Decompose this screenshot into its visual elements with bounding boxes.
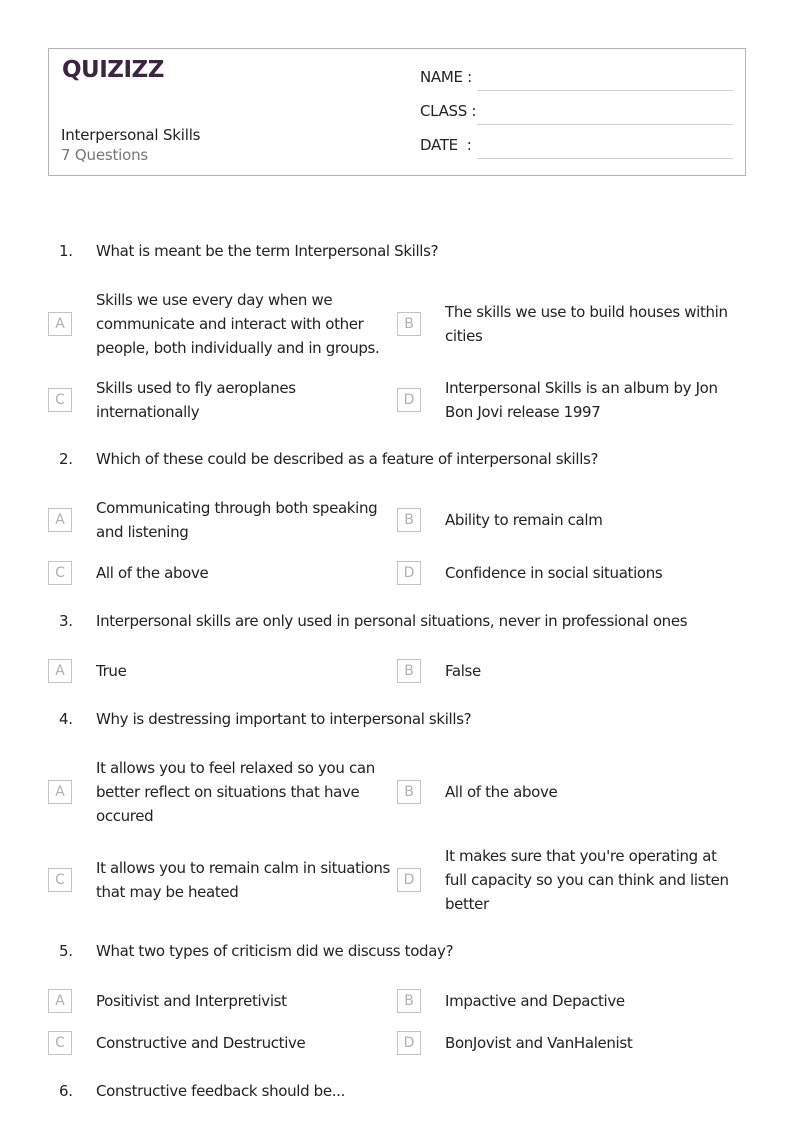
option-a-box[interactable]: A	[48, 780, 72, 804]
option-b-box[interactable]: B	[397, 780, 421, 804]
name-field[interactable]	[420, 68, 735, 92]
question-number: 3.	[59, 612, 73, 630]
question-number: 4.	[59, 710, 73, 728]
option-c-text: Constructive and Destructive	[96, 1034, 306, 1052]
class-field[interactable]	[420, 102, 735, 126]
option-c-text: It allows you to remain calm in situations that may be heated	[96, 859, 390, 901]
option-c-box[interactable]: C	[48, 388, 72, 412]
question-number: 5.	[59, 942, 73, 960]
option-b-box[interactable]: B	[397, 659, 421, 683]
option-c-box[interactable]: C	[48, 561, 72, 585]
name-line[interactable]	[477, 90, 733, 91]
question-text: Constructive feedback should be...	[96, 1082, 345, 1100]
date-line[interactable]	[477, 158, 733, 159]
option-d-text: Confidence in social situations	[445, 564, 663, 582]
option-c-text: Skills used to fly aeroplanes internationally	[96, 379, 296, 421]
question-text: Which of these could be described as a feature of interpersonal skills?	[96, 450, 599, 468]
option-b-text: The skills we use to build houses within cities	[445, 303, 728, 345]
option-d-box[interactable]: D	[397, 388, 421, 412]
option-b-box[interactable]: B	[397, 508, 421, 532]
class-label: CLASS :	[420, 102, 477, 120]
worksheet-title: Interpersonal Skills	[61, 126, 201, 144]
option-d-box[interactable]: D	[397, 868, 421, 892]
option-a-text: Positivist and Interpretivist	[96, 992, 287, 1010]
worksheet-header	[48, 48, 746, 176]
option-d-text: It makes sure that you're operating at full capacity so you can think and listen better	[445, 847, 729, 913]
option-b-text: All of the above	[445, 783, 558, 801]
option-a-box[interactable]: A	[48, 508, 72, 532]
option-c-box[interactable]: C	[48, 868, 72, 892]
date-label: DATE :	[420, 136, 472, 154]
option-a-box[interactable]: A	[48, 659, 72, 683]
question-text: What two types of criticism did we discuss today?	[96, 942, 454, 960]
question-count: 7 Questions	[61, 146, 149, 164]
question-number: 2.	[59, 450, 73, 468]
name-label: NAME :	[420, 68, 472, 86]
option-b-text: Ability to remain calm	[445, 511, 603, 529]
option-b-text: False	[445, 662, 481, 680]
option-b-box[interactable]: B	[397, 312, 421, 336]
option-d-text: Interpersonal Skills is an album by Jon Bon Jovi release 1997	[445, 379, 718, 421]
option-a-text: Skills we use every day when we communicate and interact with other people, both individually and in groups.	[96, 291, 380, 357]
option-a-box[interactable]: A	[48, 989, 72, 1013]
option-c-text: All of the above	[96, 564, 209, 582]
option-a-text: True	[96, 662, 127, 680]
option-d-text: BonJovist and VanHalenist	[445, 1034, 633, 1052]
option-d-box[interactable]: D	[397, 561, 421, 585]
option-c-box[interactable]: C	[48, 1031, 72, 1055]
question-number: 1.	[59, 242, 73, 260]
option-a-text: It allows you to feel relaxed so you can better reflect on situations that have occured	[96, 759, 375, 825]
date-field[interactable]	[420, 136, 735, 160]
class-line[interactable]	[477, 124, 733, 125]
question-number: 6.	[59, 1082, 73, 1100]
question-text: Interpersonal skills are only used in personal situations, never in professional ones	[96, 612, 688, 630]
option-b-text: Impactive and Depactive	[445, 992, 625, 1010]
option-a-box[interactable]: A	[48, 312, 72, 336]
question-text: What is meant be the term Interpersonal Skills?	[96, 242, 439, 260]
option-b-box[interactable]: B	[397, 989, 421, 1013]
option-a-text: Communicating through both speaking and listening	[96, 499, 378, 541]
quizizz-logo: QUIZIZZ	[62, 57, 164, 83]
question-text: Why is destressing important to interpersonal skills?	[96, 710, 472, 728]
option-d-box[interactable]: D	[397, 1031, 421, 1055]
